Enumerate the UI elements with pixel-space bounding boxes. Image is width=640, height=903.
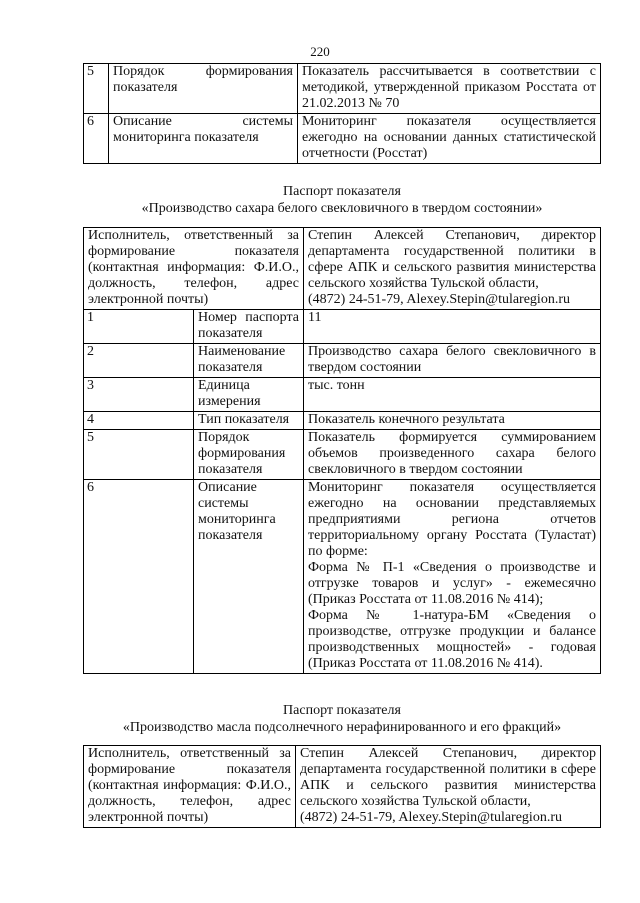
row-value: 11 — [304, 310, 601, 344]
row-value: Производство сахара белого свекловичного в твердом состоянии — [304, 344, 601, 378]
row-number: 2 — [84, 344, 194, 378]
table-row — [84, 114, 601, 164]
executor-row — [84, 228, 601, 310]
row-value: Показатель формируется суммированием объемов произведенного сахара белого свекловичного в твердом состоянии — [304, 430, 601, 480]
row-label: Порядок формирования показателя — [109, 64, 298, 114]
table-row — [84, 344, 601, 378]
row-value: Показатель рассчитывается в соответствии с методикой, утвержденной приказом Росстата от 21.02.2013 № 70 — [298, 64, 601, 114]
form-p1-text: Форма № П-1 «Сведения о производстве и отгрузке товаров и услуг» - ежемесячно (Приказ Росстата от 11.08.2016 № 414); — [308, 560, 596, 607]
executor-value: Степин Алексей Степанович, директор департамента государственной политики в сфере АПК и сельского развития министерства сельского хозяйства Тульской области, — [300, 746, 596, 809]
passport-1-subtitle: «Производство сахара белого свекловичного в твердом состоянии» — [141, 201, 543, 216]
table-row — [84, 430, 601, 480]
row-number: 4 — [84, 412, 194, 430]
row-label: Описание системы мониторинга показателя — [194, 480, 304, 674]
executor-cell — [304, 228, 601, 310]
table-row — [84, 378, 601, 412]
row-value: Показатель конечного результата — [304, 412, 601, 430]
row-label: Описание системы мониторинга показателя — [109, 114, 298, 164]
row-label: Номер паспорта показателя — [194, 310, 304, 344]
row-value: Мониторинг показателя осуществляется ежегодно на основании данных статистической отчетности (Росстат) — [298, 114, 601, 164]
form-natura-text: Форма № 1-натура-БМ «Сведения о производстве, отгрузке продукции и балансе производственных мощностей» - годовая (Приказ Росстата от 11.08.2016 № 414). — [308, 608, 596, 671]
table-row — [84, 480, 601, 674]
row-value: тыс. тонн — [304, 378, 601, 412]
monitoring-cell — [304, 480, 601, 674]
executor-contact: (4872) 24-51-79, Alexey.Stepin@tularegion.ru — [308, 292, 570, 307]
monitoring-text: Мониторинг показателя осуществляется ежегодно на основании представляемых предприятиями региона отчетов территориальному органу Росстата (Туластат) по форме: — [308, 480, 596, 559]
passport-1-heading: Паспорт показателя — [283, 184, 401, 199]
row-number: 5 — [84, 64, 109, 114]
row-label: Тип показателя — [194, 412, 304, 430]
row-label: Порядок формирования показателя — [194, 430, 304, 480]
top-table — [83, 63, 601, 164]
executor-row — [84, 746, 601, 828]
passport-2-subtitle: «Производство масла подсолнечного нерафинированного и его фракций» — [122, 720, 562, 735]
executor-label: Исполнитель, ответственный за формирование показателя (контактная информация: Ф.И.О., должность, телефон, адрес электронной почты) — [84, 228, 304, 310]
executor-label: Исполнитель, ответственный за формирование показателя (контактная информация: Ф.И.О., должность, телефон, адрес электронной почты) — [84, 746, 296, 828]
row-number: 3 — [84, 378, 194, 412]
row-label: Единица измерения — [194, 378, 304, 412]
passport-2-heading: Паспорт показателя — [283, 703, 401, 718]
row-number: 6 — [84, 480, 194, 674]
passport-2-table — [83, 745, 601, 828]
row-label: Наименование показателя — [194, 344, 304, 378]
row-number: 6 — [84, 114, 109, 164]
page-number: 220 — [310, 44, 330, 59]
table-row — [84, 64, 601, 114]
executor-cell — [296, 746, 601, 828]
row-number: 1 — [84, 310, 194, 344]
table-row — [84, 412, 601, 430]
passport-1-table — [83, 227, 601, 674]
row-number: 5 — [84, 430, 194, 480]
executor-value: Степин Алексей Степанович, директор департамента государственной политики в сфере АПК и сельского развития министерства сельского хозяйства Тульской области, — [308, 228, 596, 291]
table-row — [84, 310, 601, 344]
executor-contact: (4872) 24-51-79, Alexey.Stepin@tularegion.ru — [300, 810, 562, 825]
